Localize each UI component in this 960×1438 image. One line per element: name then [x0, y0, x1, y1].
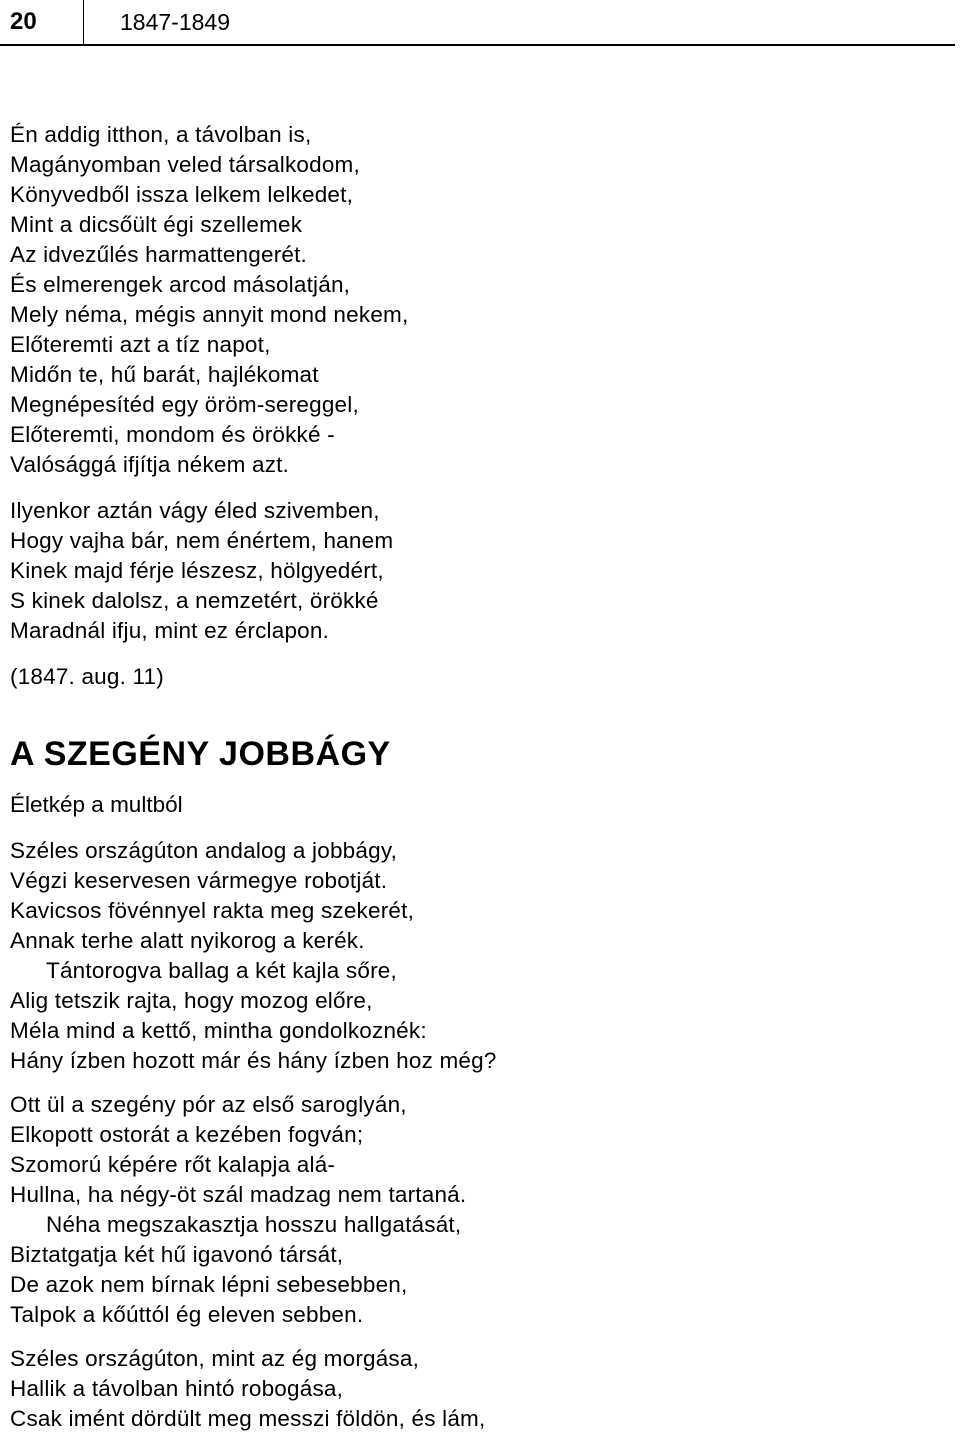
poem-line: Mint a dicsőült égi szellemek — [10, 212, 303, 237]
poem-line: Magányomban veled társalkodom, — [10, 152, 360, 177]
poem-line: Kavicsos fövénnyel rakta meg szekerét, — [10, 898, 415, 923]
poem-date: (1847. aug. 11) — [10, 664, 164, 689]
poem-line: De azok nem bírnak lépni sebesebben, — [10, 1272, 408, 1297]
poem-line: Könyvedből issza lelkem lelkedet, — [10, 182, 354, 207]
poem-line: Szomorú képére rőt kalapja alá- — [10, 1152, 336, 1177]
header-rule — [0, 44, 955, 46]
poem-line: Előteremti azt a tíz napot, — [10, 332, 271, 357]
poem2-stanza1 — [10, 836, 940, 1076]
poem-line: Én addig itthon, a távolban is, — [10, 122, 312, 147]
poem-line: S kinek dalolsz, a nemzetért, örökké — [10, 588, 379, 613]
poem-line: Hány ízben hozott már és hány ízben hoz még? — [10, 1048, 497, 1073]
poem-line: Talpok a kőúttól ég eleven sebben. — [10, 1302, 364, 1327]
page-number: 20 — [10, 8, 37, 35]
poem-line: Alig tetszik rajta, hogy mozog előre, — [10, 988, 373, 1013]
poem-subtitle: Életkép a multból — [10, 792, 183, 817]
page-header — [0, 0, 960, 46]
poem2-stanza3 — [10, 1344, 940, 1434]
poem-line: Mely néma, mégis annyit mond nekem, — [10, 302, 409, 327]
poem-title: A SZEGÉNY JOBBÁGY — [10, 735, 391, 773]
poem-line: Valósággá ifjítja nékem azt. — [10, 452, 290, 477]
poem2-stanza2 — [10, 1090, 940, 1330]
poem-line: Midőn te, hű barát, hajlékomat — [10, 362, 319, 387]
poem-line: Néha megszakasztja hosszu hallgatását, — [46, 1212, 462, 1237]
poem-line: Széles országúton, mint az ég morgása, — [10, 1346, 420, 1371]
poem-line: Az idvezűlés harmattengerét. — [10, 242, 308, 267]
poem-line: Elkopott ostorát a kezében fogván; — [10, 1122, 364, 1147]
poem-line: Hullna, ha négy-öt szál madzag nem tartaná. — [10, 1182, 467, 1207]
poem-line: Csak imént dördült meg messzi földön, és lám, — [10, 1406, 486, 1431]
poem-line: Tántorogva ballag a két kajla sőre, — [46, 958, 397, 983]
poem-line: Előteremti, mondom és örökké - — [10, 422, 335, 447]
poem-line: Hallik a távolban hintó robogása, — [10, 1376, 344, 1401]
poem1-stanza1 — [10, 120, 940, 480]
poem-line: Ilyenkor aztán vágy éled szivemben, — [10, 498, 380, 523]
poem-line: Méla mind a kettő, mintha gondolkoznék: — [10, 1018, 427, 1043]
poem-line: Széles országúton andalog a jobbágy, — [10, 838, 398, 863]
page-content — [10, 120, 940, 1434]
poem-line: Ott ül a szegény pór az első saroglyán, — [10, 1092, 407, 1117]
poem-line: Végzi keservesen vármegye robotját. — [10, 868, 388, 893]
poem-line: Maradnál ifju, mint ez érclapon. — [10, 618, 330, 643]
poem-line: És elmerengek arcod másolatján, — [10, 272, 351, 297]
poem-line: Annak terhe alatt nyikorog a kerék. — [10, 928, 365, 953]
running-header-years: 1847-1849 — [120, 9, 230, 35]
poem-line: Kinek majd férje lészesz, hölgyedért, — [10, 558, 384, 583]
header-divider — [83, 0, 84, 44]
poem-line: Biztatgatja két hű igavonó társát, — [10, 1242, 344, 1267]
poem-line: Hogy vajha bár, nem énértem, hanem — [10, 528, 394, 553]
poem-line: Megnépesítéd egy öröm-sereggel, — [10, 392, 359, 417]
poem1-stanza2 — [10, 496, 940, 646]
